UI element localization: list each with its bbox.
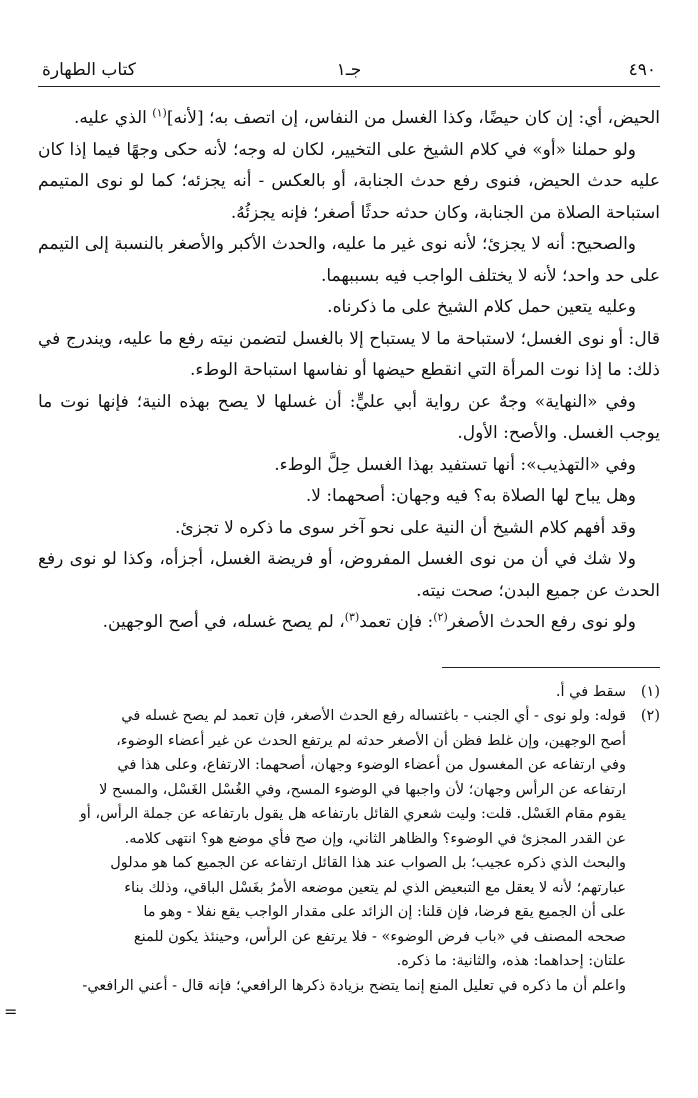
footnote-line: عبارتهم؛ لأنه لا يعقل مع التبعيض الذي لم يتعين موضعه الأمرُ بغَسْل الباقي، وذلك بناء	[124, 879, 626, 896]
volume-label: جـ١	[336, 60, 362, 80]
paragraph: والصحيح: أنه لا يجزئ؛ لأنه نوى غير ما عليه، والحدث الأكبر والأصغر بالنسبة إلى التيمم على حد واحد؛ لأنه لا يختلف الواجب فيه بسببهما.	[38, 234, 660, 286]
continuation-mark: =	[4, 1002, 18, 1021]
book-title: كتاب الطهارة	[42, 60, 136, 80]
paragraph: ولو حملنا «أو» في كلام الشيخ على التخيير، لكان له وجه؛ لأنه حكى وجهًا فيما إذا كان عليه حدث الحيض، فنوى رفع حدث الجنابة، أو بالعكس - أنه يجزئه؛ كما لو نوى المتيمم استباحة الصلاة من الجنابة، وكان حدثه حدثًا أصغر؛ فإنه يجزئُهُ.	[38, 139, 660, 223]
footnote-divider	[442, 667, 660, 668]
footnote-ref[interactable]: (١)	[152, 106, 167, 120]
footnote-line: علتان: إحداهما: هذه، والثانية: ما ذكره.	[396, 953, 626, 969]
paragraph: ولا شك في أن من نوى الغسل المفروض، أو فريضة الغسل، أجزأه، وكذا لو نوى رفع الحدث عن جميع البدن؛ صحت نيته.	[38, 549, 660, 601]
footnote-line: سقط في أ.	[555, 683, 626, 700]
paragraph: وفي «النهاية» وجهٌ عن رواية أبي عليٍّ: أن غسلها لا يصح بهذه النية؛ فإنها نوت ما يوجب الغسل. والأصح: الأول.	[38, 391, 660, 443]
footnote	[38, 704, 660, 998]
footnote-line: والبحث الذي ذكره عجيب؛ بل الصواب عند هذا القائل ارتفاعه عن الجميع كما هو مدلول	[110, 855, 626, 871]
footnote-number: (٢)	[640, 708, 660, 724]
footnote-ref[interactable]: (٢)	[433, 610, 448, 624]
footnote-line: أصح الوجهين، وإن غلط فظن أن الأصغر حدثه لم يرتفع الحدث عن غير أعضاء الوضوء،	[116, 732, 626, 749]
paragraph: قال: أو نوى الغسل؛ لاستباحة ما لا يستباح إلا بالغسل لتضمن نيته رفع ما عليه، ويندرج في ذلك: ما إذا نوت المرأة التي انقطع حيضها أو نفاسها استباحة الوطء.	[38, 328, 660, 380]
paragraph: الحيض، أي: إن كان حيضًا، وكذا الغسل من النفاس، إن اتصف به؛ [لأنه]$^{(١)}$ الذي عليه.	[73, 106, 660, 128]
page	[38, 58, 660, 998]
paragraph: وقد أفهم كلام الشيخ أن النية على نحو آخر سوى ما ذكره لا تجزئ.	[174, 517, 636, 538]
paragraph: وفي «التهذيب»: أنها تستفيد بهذا الغسل حِلَّ الوطء.	[274, 454, 636, 475]
footnote-line: وفي ارتفاعه عن المغسول من أعضاء الوضوء وجهان، أصحهما: الارتفاع، وعلى هذا في	[117, 757, 626, 773]
footnote-line: واعلم أن ما ذكره في تعليل المنع إنما يتضح بزيادة ذكرها الرافعي؛ فإنه قال - أعني الرافعي-	[82, 977, 626, 994]
running-header	[38, 58, 660, 87]
page-number: ٤٩٠	[628, 60, 656, 80]
footnote-line: يقوم مقام الغَسْل. قلت: وليت شعري القائل بارتفاعه هل يقول بارتفاعه عن جملة الرأس، أو	[79, 806, 626, 822]
footnote-line: قوله: ولو نوى - أي الجنب - باغتساله رفع الحدث الأصغر، فإن تعمد لم يصح غسله في	[121, 708, 626, 724]
footnote-line: ارتفاعه عن الرأس وجهان؛ لأن واجبها في الوضوء المسح، وفي الغُسْل الغَسْل، والمسح لا	[99, 781, 626, 798]
footnote-number: (١)	[640, 683, 660, 700]
paragraph: وعليه يتعين حمل كلام الشيخ على ما ذكرناه.	[327, 297, 636, 317]
footnotes	[38, 680, 660, 999]
footnote-line: صححه المصنف في «باب فرض الوضوء» - فلا يرتفع عن الرأس، وحينئذ يكون للمنع	[133, 928, 626, 945]
footnote	[38, 680, 660, 705]
paragraph: ولو نوى رفع الحدث الأصغر$^{(٢)}$: فإن تعمد$^{(٣)}$، لم يصح غسله، في أصح الوجهين.	[102, 610, 636, 632]
main-text	[38, 103, 660, 639]
footnote-line: عن القدر المجزئ في الوضوء؟ والظاهر الثاني، وإن صح فأي موضع هو؟ انتهى كلامه.	[124, 830, 626, 847]
paragraph: وهل يباح لها الصلاة به؟ فيه وجهان: أصحهما: لا.	[305, 486, 636, 506]
footnote-ref[interactable]: (٣)	[344, 610, 360, 624]
footnote-line: على أن الجميع يقع فرضا، فإن قلنا: إن الزائد على مقدار الواجب يقع نفلا - وهو ما	[143, 904, 626, 920]
